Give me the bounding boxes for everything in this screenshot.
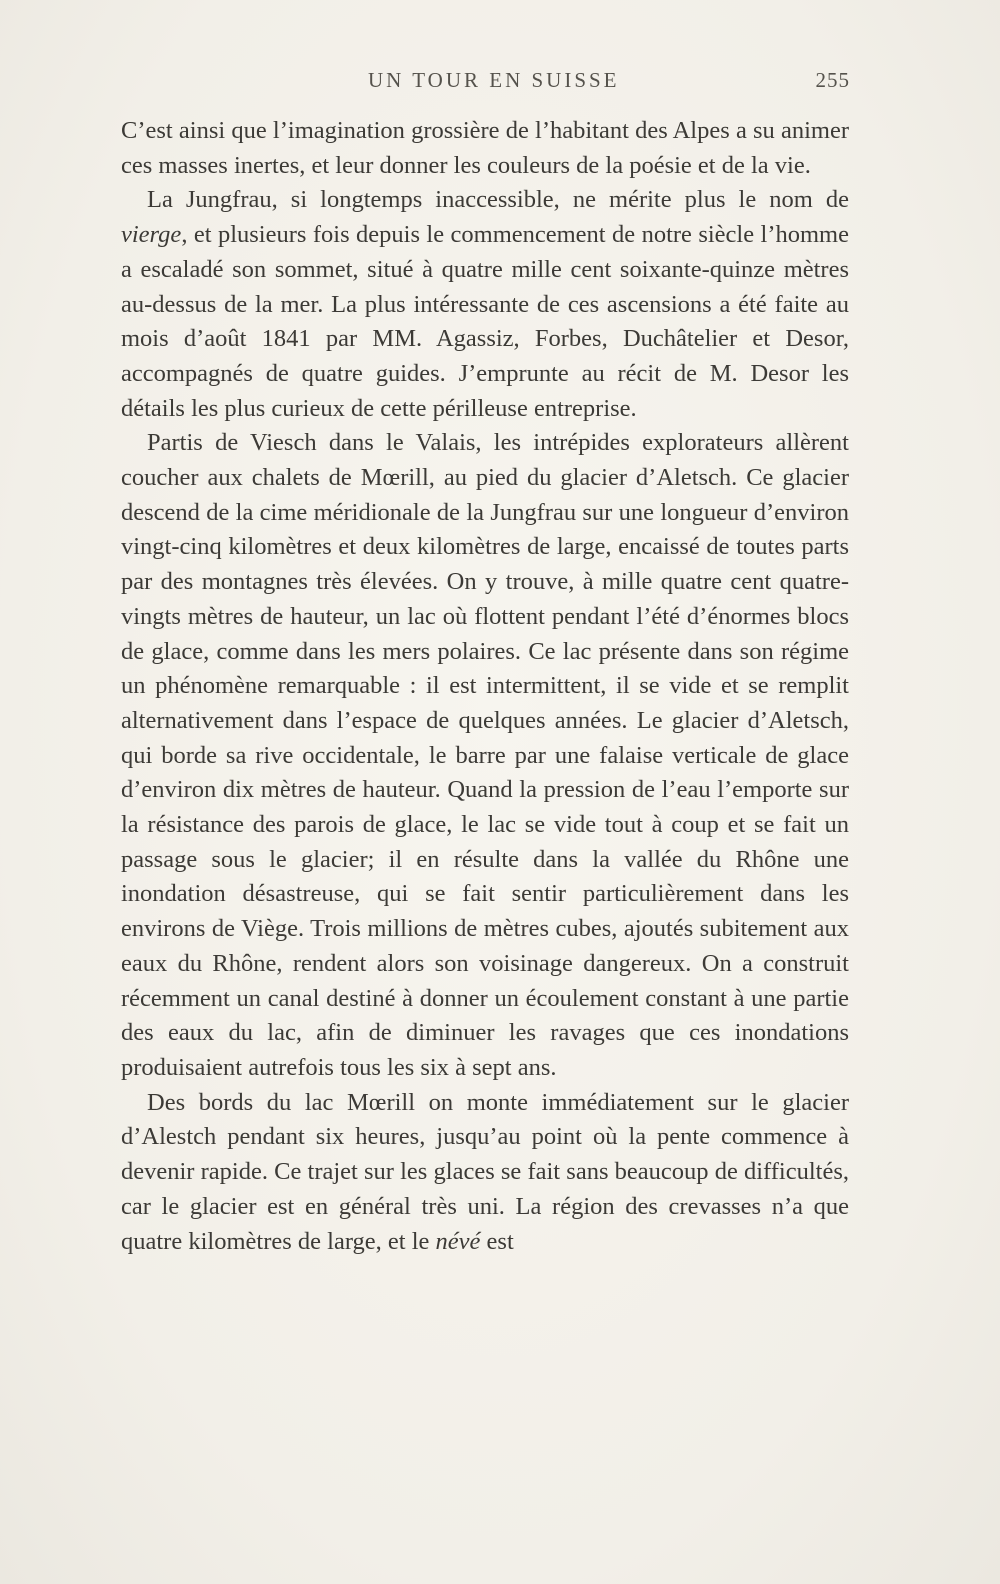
text-segment: est: [480, 1227, 514, 1255]
italic-term: névé: [435, 1227, 481, 1255]
text-segment: , et plusieurs fois depuis le commencement de notre siècle l’homme a escaladé son sommet, situé à quatre mille cent soixante-quinze mètres au-dessus de la mer. La plus intéressante de ces ascensions a été faite au mois d’août 1841 par MM. Agassiz, Forbes, Duchâtelier et Desor, accompagnés de quatre guides. J’emprunte au récit de M. Desor les détails les plus curieux de cette périlleuse entreprise.: [121, 221, 849, 422]
page-number: 255: [815, 68, 850, 92]
running-head: UN TOUR EN SUISSE: [368, 68, 620, 92]
page-header: [120, 68, 850, 100]
body-text: [121, 114, 849, 1259]
text-segment: C’est ainsi que l’imagination grossière de l’habitant des Alpes a su animer ces masses inertes, et leur donner les couleurs de la poésie et de la vie.: [121, 117, 849, 179]
italic-term: vierge: [121, 221, 182, 249]
paragraph: [121, 114, 849, 183]
paragraph: [121, 1086, 849, 1260]
paragraph: [121, 183, 849, 426]
text-segment: La Jungfrau, si longtemps inaccessible, ne mérite plus le nom de: [147, 186, 849, 214]
paragraph: [121, 426, 849, 1085]
text-segment: Partis de Viesch dans le Valais, les intrépides explorateurs allèrent coucher aux chalets de Mœrill, au pied du glacier d’Aletsch. Ce glacier descend de la cime méridionale de la Jungfrau sur une longueur d’environ vingt-cinq kilomètres et deux kilomètres de large, encaissé de toutes parts par des montagnes très élevées. On y trouve, à mille quatre cent quatre-vingts mètres de hauteur, un lac où flottent pendant l’été d’énormes blocs de glace, comme dans les mers polaires. Ce lac présente dans son régime un phénomène remarquable : il est intermittent, il se vide et se remplit alternativement dans l’espace de quelques années. Le glacier d’Aletsch, qui borde sa rive occidentale, le barre par une falaise verticale de glace d’environ dix mètres de hauteur. Quand la pression de l’eau l’emporte sur la résistance des parois de glace, le lac se vide tout à coup et se fait un passage sous le glacier; il en résulte dans la vallée du Rhône une inondation désastreuse, qui se fait sentir particulièrement dans les environs de Viège. Trois millions de mètres cubes, ajoutés subitement aux eaux du Rhône, rendent alors son voisinage dangereux. On a construit récemment un canal destiné à donner un écoulement constant à une partie des eaux du lac, afin de diminuer les ravages que ces inondations produisaient autrefois tous les six à sept ans.: [121, 429, 849, 1081]
text-segment: Des bords du lac Mœrill on monte immédiatement sur le glacier d’Alestch pendant six heures, jusqu’au point où la pente commence à devenir rapide. Ce trajet sur les glaces se fait sans beaucoup de difficultés, car le glacier est en général très uni. La région des crevasses n’a que quatre kilomètres de large, et le: [121, 1088, 849, 1255]
